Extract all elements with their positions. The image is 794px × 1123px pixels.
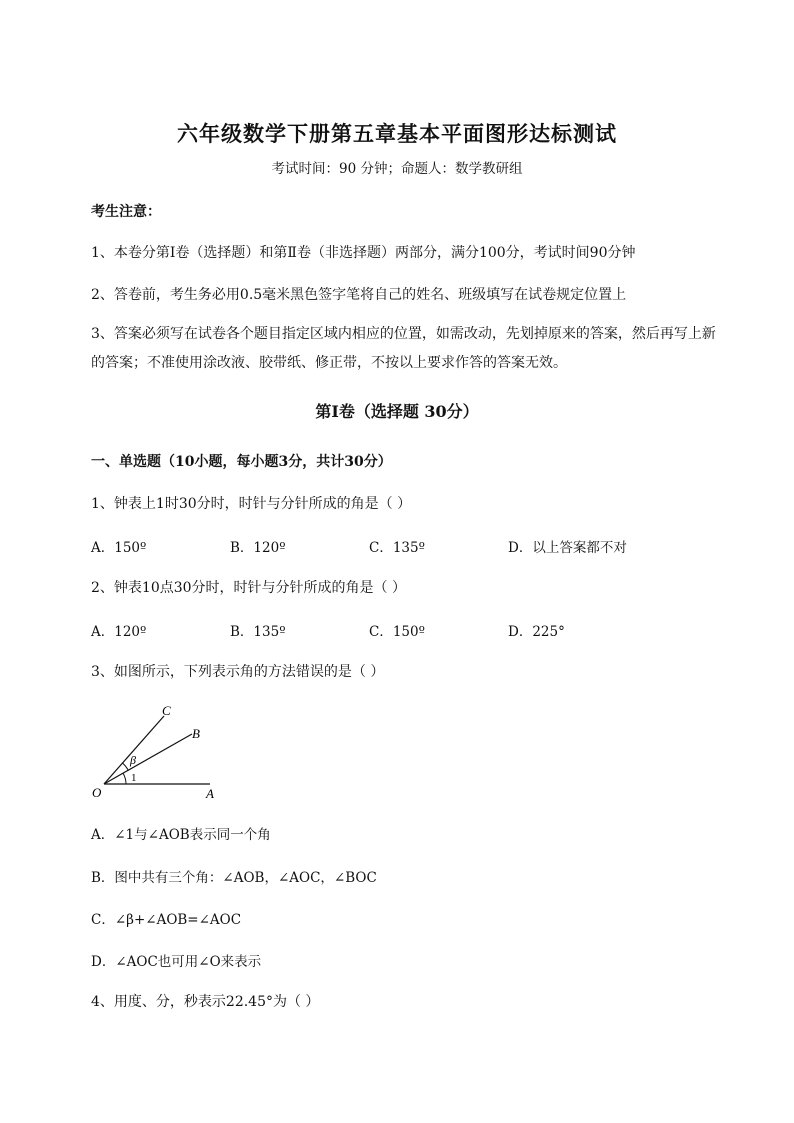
label-a: A xyxy=(206,786,214,801)
angle-arc-1 xyxy=(123,773,126,784)
angle-arc-beta xyxy=(123,763,129,770)
question-1-option-c: C．135º xyxy=(369,540,425,556)
label-o: O xyxy=(92,785,102,800)
label-b: B xyxy=(192,726,200,741)
question-1-option-d: D．以上答案都不对 xyxy=(508,540,627,556)
page-title: 六年级数学下册第五章基本平面图形达标测试 xyxy=(177,121,617,146)
question-3-option-a: A．∠1与∠AOB表示同一个角 xyxy=(91,827,271,843)
question-2-option-c: C．150º xyxy=(369,624,425,640)
notice-heading: 考生注意： xyxy=(91,204,161,220)
question-2-option-d: D．225° xyxy=(508,624,565,640)
question-3-option-d: D．∠AOC也可用∠O来表示 xyxy=(91,954,262,970)
question-3-option-c: C．∠β+∠AOB=∠AOC xyxy=(91,912,242,928)
label-beta: β xyxy=(130,753,136,767)
question-2-stem: 2、钟表10点30分时，时针与分针所成的角是（ ） xyxy=(91,580,406,596)
question-4-stem: 4、用度、分，秒表示22.45°为（ ） xyxy=(91,994,320,1010)
exam-subtitle: 考试时间：90 分钟；命题人：数学教研组 xyxy=(271,161,523,177)
part-heading: 一、单选题（10小题，每小题3分，共计30分） xyxy=(91,454,392,470)
question-2-option-a: A．120º xyxy=(91,624,147,640)
notice-item-1: 1、本卷分第Ⅰ卷（选择题）和第Ⅱ卷（非选择题）两部分，满分100分，考试时间90分钟 xyxy=(91,245,636,261)
notice-item-2: 2、答卷前，考生务必用0.5毫米黑色签字笔将自己的姓名、班级填写在试卷规定位置上 xyxy=(91,287,627,303)
question-3-option-b: B．图中共有三个角：∠AOB，∠AOC，∠BOC xyxy=(91,870,377,886)
question-3-stem: 3、如图所示，下列表示角的方法错误的是（ ） xyxy=(91,664,385,680)
ray-ob xyxy=(104,734,192,784)
question-1-option-b: B．120º xyxy=(230,540,286,556)
angle-figure xyxy=(86,700,226,806)
label-1: 1 xyxy=(131,772,137,784)
question-1-stem: 1、钟表上1时30分时，时针与分针所成的角是（ ） xyxy=(91,496,412,512)
notice-item-3: 3、答案必须写在试卷各个题目指定区域内相应的位置，如需改动，先划掉原来的答案，然后再写上新的答案；不准使用涂改液、胶带纸、修正带，不按以上要求作答的答案无效。 xyxy=(91,326,716,371)
question-1-option-a: A．150º xyxy=(91,540,147,556)
section-title: 第Ⅰ卷（选择题 30分） xyxy=(315,402,479,421)
question-2-option-b: B．135º xyxy=(230,624,286,640)
label-c: C xyxy=(162,703,171,718)
